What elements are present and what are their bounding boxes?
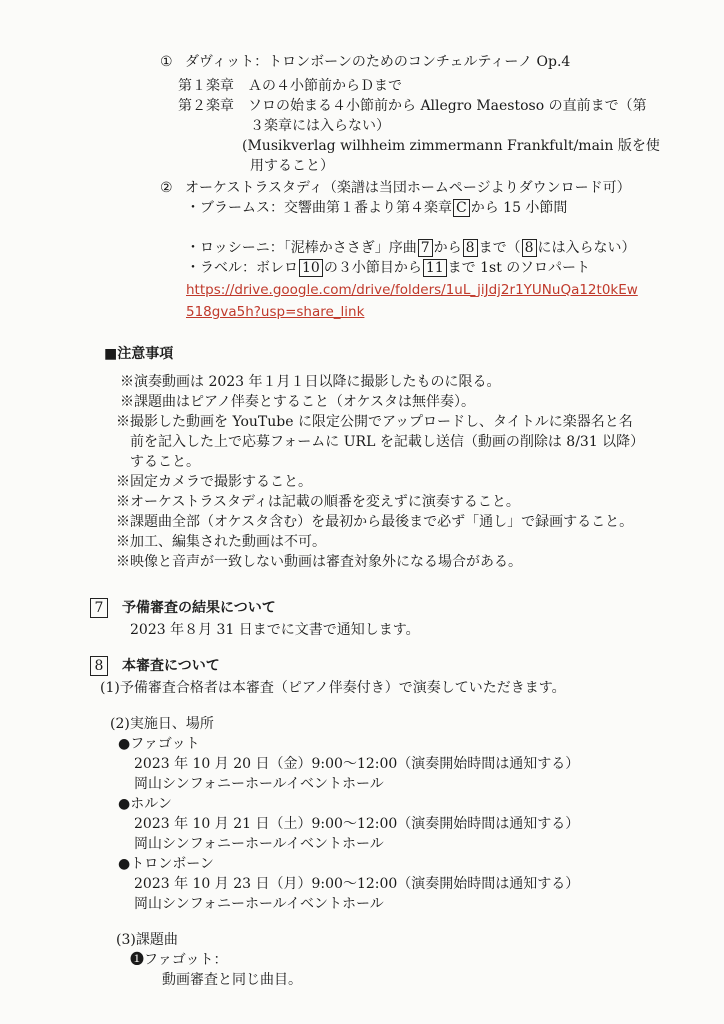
set-piece-heading: (3)課題曲	[116, 932, 178, 948]
rossini-text-from: から	[433, 240, 462, 256]
item-number: ②	[160, 180, 173, 196]
rehearsal-mark-box: 7	[418, 239, 433, 257]
ravel-text: ・ラベル：ボレロ	[186, 260, 298, 276]
note-item-cont: すること。	[130, 454, 200, 470]
section-number-box: 7	[90, 598, 108, 618]
brahms-text: ・ブラームス：交響曲第１番より第４楽章	[186, 200, 452, 216]
notes-heading: ■注意事項	[104, 346, 174, 362]
brahms-excerpt	[186, 198, 567, 218]
edition-note: (Musikverlag wilhheim zimmermann Frankfult/main 版を使	[242, 138, 660, 154]
instrument-horn: ●ホルン	[118, 796, 172, 812]
edition-note-cont: 用すること）	[250, 158, 334, 174]
note-item: ※撮影した動画を YouTube に限定公開でアップロードし、タイトルに楽器名と名	[116, 414, 633, 430]
ravel-text-from: の３小節目から	[323, 260, 422, 276]
rehearsal-mark-box: 11	[423, 259, 447, 277]
section-8-heading	[90, 656, 220, 676]
section-title: 本審査について	[122, 658, 220, 674]
rehearsal-mark-box: C	[453, 199, 470, 217]
movement-2-cont: ３楽章には入らない）	[250, 118, 390, 134]
horn-venue: 岡山シンフォニーホールイベントホール	[134, 836, 384, 852]
section-title: 予備審査の結果について	[122, 600, 276, 616]
horn-date: 2023 年 10 月 21 日（土）9:00～12:00（演奏開始時間は通知する）	[134, 816, 580, 832]
movement-2: 第２楽章 ソロの始まる４小節前から Allegro Maestoso の直前まで（第	[178, 98, 647, 114]
date-venue-heading: (2)実施日、場所	[110, 716, 214, 732]
bassoon-date: 2023 年 10 月 20 日（金）9:00～12:00（演奏開始時間は通知する）	[134, 756, 580, 772]
brahms-text-end: から 15 小節間	[470, 200, 568, 216]
final-audition-note: (1)予備審査合格者は本審査（ピアノ伴奏付き）で演奏していただきます。	[100, 680, 566, 696]
note-item: ※映像と音声が一致しない動画は審査対象外になる場合がある。	[116, 554, 522, 570]
trombone-date: 2023 年 10 月 23 日（月）9:00～12:00（演奏開始時間は通知する）	[134, 876, 580, 892]
ravel-text-end: まで 1st のソロパート	[447, 260, 590, 276]
movement-1: 第１楽章 Ａの４小節前からＤまで	[178, 78, 402, 94]
instrument-bassoon: ●ファゴット	[118, 736, 200, 752]
ravel-excerpt	[186, 258, 590, 278]
repertoire-item-1	[160, 52, 570, 72]
section-7-body: 2023 年８月 31 日までに文書で通知します。	[130, 622, 420, 638]
rossini-text-end: には入らない）	[537, 240, 636, 256]
bassoon-venue: 岡山シンフォニーホールイベントホール	[134, 776, 384, 792]
note-item: ※課題曲はピアノ伴奏とすること（オケスタは無伴奏）。	[120, 394, 476, 410]
rehearsal-mark-box: 8	[522, 239, 537, 257]
trombone-venue: 岡山シンフォニーホールイベントホール	[134, 896, 384, 912]
repertoire-item-2	[160, 178, 631, 198]
rossini-excerpt	[186, 238, 636, 258]
section-number-box: 8	[90, 656, 108, 676]
note-item: ※演奏動画は 2023 年１月１日以降に撮影したものに限る。	[120, 374, 501, 390]
note-item: ※固定カメラで撮影すること。	[116, 474, 312, 490]
note-item-cont: 前を記入した上で応募フォームに URL を記載し送信（動画の削除は 8/31 以降）	[130, 434, 645, 450]
number-marker: ❶	[130, 952, 144, 968]
rossini-text-to: まで（	[478, 240, 521, 256]
note-item: ※課題曲全部（オケスタ含む）を最初から最後まで必ず「通し」で録画すること。	[116, 514, 634, 530]
set-piece-label: ファゴット：	[144, 952, 228, 968]
instrument-trombone: ●トロンボーン	[118, 856, 214, 872]
note-item: ※加工、編集された動画は不可。	[116, 534, 326, 550]
item-title: ダヴィット：トロンボーンのためのコンチェルティーノ Op.4	[185, 54, 571, 70]
item-title: オーケストラスタディ（楽譜は当団ホームページよりダウンロード可）	[185, 180, 631, 196]
item-number: ①	[160, 54, 173, 70]
set-piece-body: 動画審査と同じ曲目。	[162, 972, 302, 988]
section-7-heading	[90, 598, 276, 618]
drive-link-line-2[interactable]: 518gva5h?usp=share_link	[186, 304, 365, 320]
rehearsal-mark-box: 10	[299, 259, 323, 277]
rossini-text: ・ロッシーニ：「泥棒かささぎ」序曲	[186, 240, 417, 256]
note-item: ※オーケストラスタディは記載の順番を変えずに演奏すること。	[116, 494, 520, 510]
drive-link-line-1[interactable]: https://drive.google.com/drive/folders/1uL_jiJdj2r1YUNuQa12t0kEw	[186, 282, 638, 298]
set-piece-bassoon	[130, 950, 227, 970]
rehearsal-mark-box: 8	[463, 239, 478, 257]
